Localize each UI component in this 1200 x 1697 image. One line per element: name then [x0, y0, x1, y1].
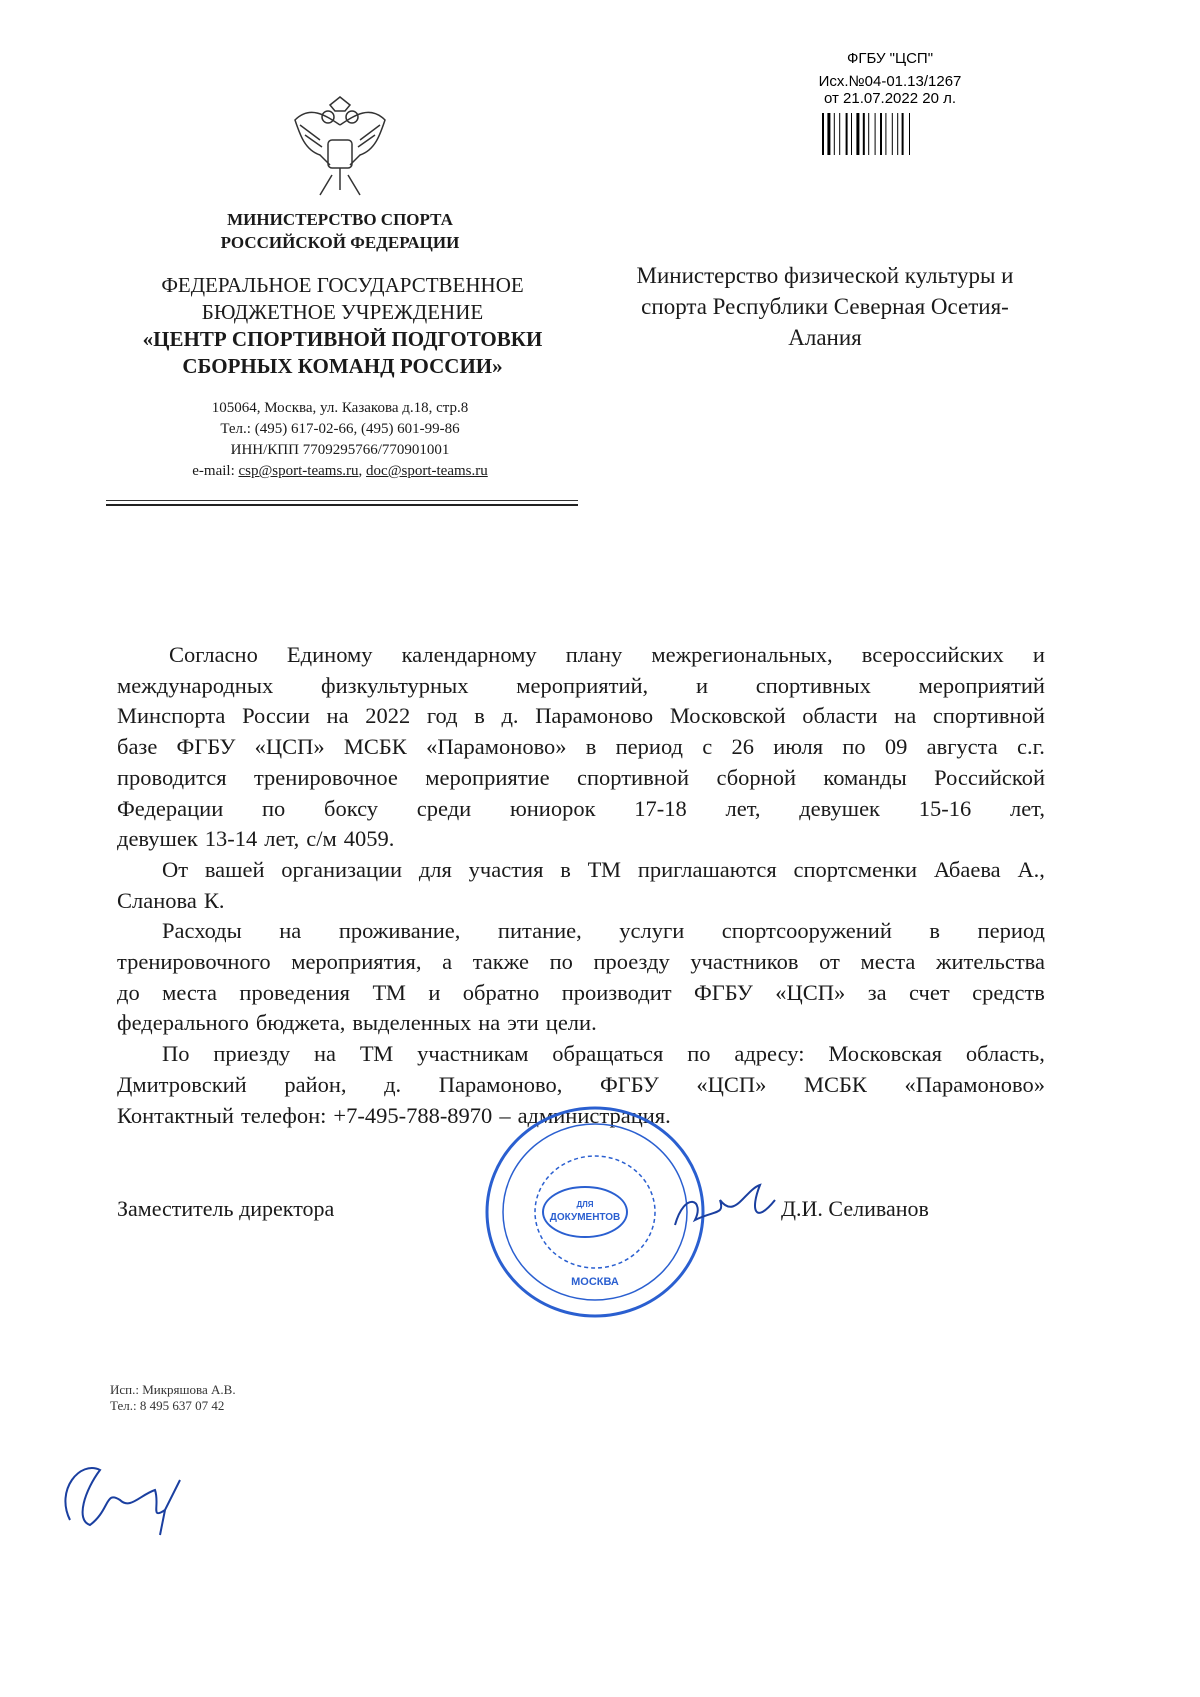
body-word: период	[615, 734, 684, 760]
body-word: Согласно	[169, 642, 258, 667]
body-word: команды	[823, 764, 907, 790]
body-word: юниорок	[509, 795, 596, 821]
body-word: межрегиональных,	[651, 642, 833, 667]
body-word: августа	[926, 734, 998, 760]
body-line	[117, 701, 1045, 732]
barcode-bar	[880, 113, 882, 155]
body-word: мероприятия,	[291, 949, 422, 975]
body-line	[117, 732, 1045, 763]
org-name-line: «ЦЕНТР СПОРТИВНОЙ ПОДГОТОВКИ	[142, 327, 543, 351]
barcode-bar	[902, 113, 904, 155]
body-word: участников	[690, 949, 799, 975]
barcode-bar	[834, 113, 835, 155]
body-word: По	[162, 1041, 190, 1067]
body-word: участникам	[417, 1041, 529, 1067]
body-word: период	[977, 918, 1045, 944]
barcode-bar	[892, 113, 893, 155]
body-word: проживание,	[338, 918, 461, 944]
body-line	[117, 671, 1045, 702]
header-divider	[106, 500, 578, 506]
ministry-title	[140, 208, 540, 254]
ministry-line: МИНИСТЕРСТВО СПОРТА	[227, 210, 453, 229]
body-word: обратно	[462, 979, 540, 1005]
body-word: ФГБУ	[176, 734, 236, 760]
body-word: питание,	[497, 918, 582, 944]
body-word: 26	[731, 734, 754, 760]
body-word: ФГБУ	[599, 1071, 659, 1097]
body-word: международных	[117, 672, 274, 698]
body-word: тренировочное	[253, 764, 398, 790]
barcode-bar	[875, 113, 876, 155]
body-word: на	[326, 703, 349, 729]
body-word: Московская	[828, 1041, 943, 1067]
body-word: Абаева	[933, 856, 1001, 882]
body-word: МСБК	[343, 734, 407, 760]
registration-org: ФГБУ "ЦСП"	[846, 50, 934, 67]
body-word: по	[549, 949, 573, 975]
body-word: эти	[507, 1010, 539, 1036]
body-word: МСБК	[803, 1071, 867, 1097]
body-word: и	[695, 672, 708, 698]
registration-date: от 21.07.2022 20 л.	[823, 90, 957, 107]
body-word: базе	[117, 734, 158, 760]
body-word: места	[860, 949, 916, 975]
body-word: проводится	[117, 764, 227, 790]
recipient	[595, 260, 1055, 353]
email-separator: ,	[358, 463, 367, 479]
seal-text: ДЛЯ	[576, 1200, 594, 1209]
organization-name	[110, 272, 575, 380]
body-word: Московской	[669, 703, 786, 729]
body-word: сборной	[716, 764, 796, 790]
body-word: «ЦСП»	[254, 734, 325, 760]
initials-signature-icon	[50, 1450, 200, 1540]
body-word: Дмитровский	[117, 1071, 247, 1097]
sender-email	[140, 461, 540, 482]
barcode-bar	[839, 113, 840, 155]
body-word: всероссийских	[861, 642, 1004, 667]
body-word: и	[428, 979, 441, 1005]
body-word: места	[162, 979, 217, 1005]
body-word: по	[842, 734, 866, 760]
signer-position: Заместитель директора	[117, 1196, 335, 1221]
body-word: плану	[565, 642, 623, 667]
body-word: Парамоново	[535, 703, 654, 729]
body-word: июля	[773, 734, 824, 760]
body-word: ТМ	[587, 856, 622, 882]
body-word: в	[560, 856, 571, 882]
body-word: 4059.	[343, 826, 395, 852]
barcode-bar	[827, 113, 830, 155]
body-word: спортсменки	[793, 856, 918, 882]
org-name-line: СБОРНЫХ КОМАНД РОССИИ»	[182, 354, 503, 378]
body-word: организации	[281, 856, 403, 882]
body-word: д.	[501, 703, 519, 729]
body-word: на	[478, 1010, 501, 1036]
body-line	[117, 916, 1045, 947]
executor-info	[110, 1382, 236, 1414]
org-line: БЮДЖЕТНОЕ УЧРЕЖДЕНИЕ	[201, 300, 484, 324]
body-word: Сланова	[117, 887, 197, 913]
body-word: +7-495-788-8970	[333, 1102, 493, 1128]
body-word: ФГБУ	[694, 979, 753, 1005]
body-word: год	[426, 703, 458, 729]
registration-number: Исх.№04-01.13/1267	[818, 73, 962, 90]
body-word: в	[474, 703, 485, 729]
body-line	[117, 1008, 1045, 1039]
body-line	[117, 886, 1045, 917]
body-word: средств	[972, 979, 1045, 1005]
body-word: «ЦСП»	[696, 1071, 767, 1097]
email-link[interactable]: csp@sport-teams.ru	[238, 463, 359, 479]
body-word: администрация.	[517, 1102, 671, 1128]
barcode-bar	[897, 113, 898, 155]
coat-of-arms-icon	[290, 95, 390, 205]
body-word: От	[162, 856, 189, 882]
body-word: с	[702, 734, 713, 760]
sender-phone: Тел.: (495) 617-02-66, (495) 601-99-86	[220, 421, 460, 437]
body-word: А.,	[1017, 856, 1045, 882]
body-word: в	[929, 918, 941, 944]
recipient-line: Министерство физической культуры и	[636, 263, 1014, 288]
barcode-bar	[856, 113, 859, 155]
signer-name: Д.И. Селиванов	[781, 1196, 929, 1221]
body-word: спортивной	[576, 764, 690, 790]
body-word: на	[313, 1041, 336, 1067]
handwritten-signature-icon	[665, 1180, 785, 1240]
body-word: область,	[965, 1041, 1045, 1067]
body-word: проезду	[593, 949, 670, 975]
recipient-line: Алания	[788, 325, 862, 350]
ministry-line: РОССИЙСКОЙ ФЕДЕРАЦИИ	[220, 233, 460, 252]
body-word: Федерации	[117, 795, 224, 821]
body-word: услуги	[619, 918, 685, 944]
body-word: России	[242, 703, 310, 729]
body-word: на	[279, 918, 302, 944]
body-word: К.	[203, 887, 225, 913]
body-word: –	[499, 1102, 511, 1128]
body-line	[117, 824, 1045, 855]
body-word: от	[819, 949, 840, 975]
body-word: до	[117, 979, 140, 1005]
body-word: Российской	[934, 764, 1045, 790]
sender-contacts	[140, 398, 540, 482]
body-word: ТМ	[372, 979, 406, 1005]
body-word: «ЦСП»	[775, 979, 846, 1005]
body-word: по	[687, 1041, 711, 1067]
body-word: а	[442, 949, 453, 975]
body-line	[117, 763, 1045, 794]
body-word: мероприятие	[425, 764, 550, 790]
body-word: по	[262, 795, 286, 821]
barcode-bar	[863, 113, 865, 155]
body-word: мероприятий	[918, 672, 1045, 698]
body-word: боксу	[324, 795, 379, 821]
email-link[interactable]: doc@sport-teams.ru	[366, 463, 488, 479]
seal-text: ДОКУМЕНТОВ	[549, 1212, 621, 1223]
body-word: счет	[909, 979, 950, 1005]
body-word: Единому	[286, 642, 373, 667]
sender-inn: ИНН/КПП 7709295766/770901001	[230, 442, 450, 458]
body-word: проведения	[239, 979, 351, 1005]
barcode-bar	[868, 113, 869, 155]
barcode-bar	[909, 113, 910, 155]
body-word: также	[472, 949, 529, 975]
body-word: за	[867, 979, 887, 1005]
body-word: 09	[884, 734, 908, 760]
body-word: федерального	[117, 1010, 249, 1036]
body-word: в	[585, 734, 597, 760]
executor-phone: Тел.: 8 495 637 07 42	[110, 1398, 225, 1413]
body-word: «Парамоново»	[904, 1071, 1045, 1097]
body-word: Контактный	[117, 1102, 234, 1128]
body-word: ТМ	[359, 1041, 394, 1067]
body-word: девушек	[117, 826, 198, 852]
body-word: спортсооружений	[721, 918, 892, 944]
body-word: 2022	[365, 703, 411, 729]
body-word: телефон:	[240, 1102, 327, 1128]
body-word: 15-16	[918, 795, 972, 821]
body-word: 17-18	[634, 795, 687, 821]
body-line	[117, 1039, 1045, 1070]
body-word: приглашаются	[637, 856, 777, 882]
body-word: для	[418, 856, 452, 882]
body-word: девушек	[799, 795, 880, 821]
body-word: участия	[468, 856, 544, 882]
body-word: тренировочного	[117, 949, 271, 975]
body-word: обращаться	[552, 1041, 664, 1067]
body-word: лет,	[1009, 795, 1045, 821]
body-word: жительства	[935, 949, 1045, 975]
body-word: приезду	[213, 1041, 291, 1067]
body-line	[117, 855, 1045, 886]
body-line	[117, 947, 1045, 978]
body-word: физкультурных	[320, 672, 469, 698]
body-word: на	[894, 703, 917, 729]
barcode-bar	[885, 113, 886, 155]
body-word: спортивных	[755, 672, 871, 698]
body-word: Минспорта	[117, 703, 226, 729]
body-word: выделенных	[352, 1010, 472, 1036]
body-word: вашей	[204, 856, 265, 882]
seal-text: МОСКВА	[571, 1276, 619, 1288]
body-word: цели.	[545, 1010, 597, 1036]
body-word: календарному	[401, 642, 537, 667]
body-line	[117, 640, 1045, 671]
body-word: среди	[416, 795, 472, 821]
recipient-line: спорта Республики Северная Осетия-	[641, 294, 1009, 319]
sender-address: 105064, Москва, ул. Казакова д.18, стр.8	[211, 400, 469, 416]
body-word: адресу:	[734, 1041, 805, 1067]
body-word: д.	[384, 1071, 402, 1097]
body-word: спортивной	[932, 703, 1045, 729]
email-label: e-mail:	[192, 463, 239, 479]
body-line	[117, 1070, 1045, 1101]
body-word: Парамоново,	[438, 1071, 563, 1097]
body-line	[117, 978, 1045, 1009]
barcode-icon	[820, 113, 960, 155]
body-line	[117, 794, 1045, 825]
body-word: «Парамоново»	[426, 734, 567, 760]
body-word: с/м	[306, 826, 337, 852]
body-word: бюджета,	[255, 1010, 346, 1036]
body-word: район,	[284, 1071, 347, 1097]
org-line: ФЕДЕРАЛЬНОЕ ГОСУДАРСТВЕННОЕ	[161, 273, 524, 297]
letter-body	[117, 640, 1045, 1131]
body-word: лет,	[725, 795, 761, 821]
body-word: лет,	[264, 826, 300, 852]
body-word: Расходы	[162, 918, 242, 944]
body-word: мероприятий,	[516, 672, 649, 698]
body-word: с.г.	[1017, 734, 1045, 760]
registration-stamp	[810, 50, 970, 159]
barcode-bar	[846, 113, 848, 155]
executor-name: Исп.: Микряшова А.В.	[110, 1382, 236, 1397]
body-word: и	[1032, 642, 1045, 667]
body-word: производит	[561, 979, 672, 1005]
barcode-bar	[822, 113, 824, 155]
barcode-bar	[851, 113, 852, 155]
body-word: 13-14	[204, 826, 258, 852]
body-word: области	[802, 703, 878, 729]
